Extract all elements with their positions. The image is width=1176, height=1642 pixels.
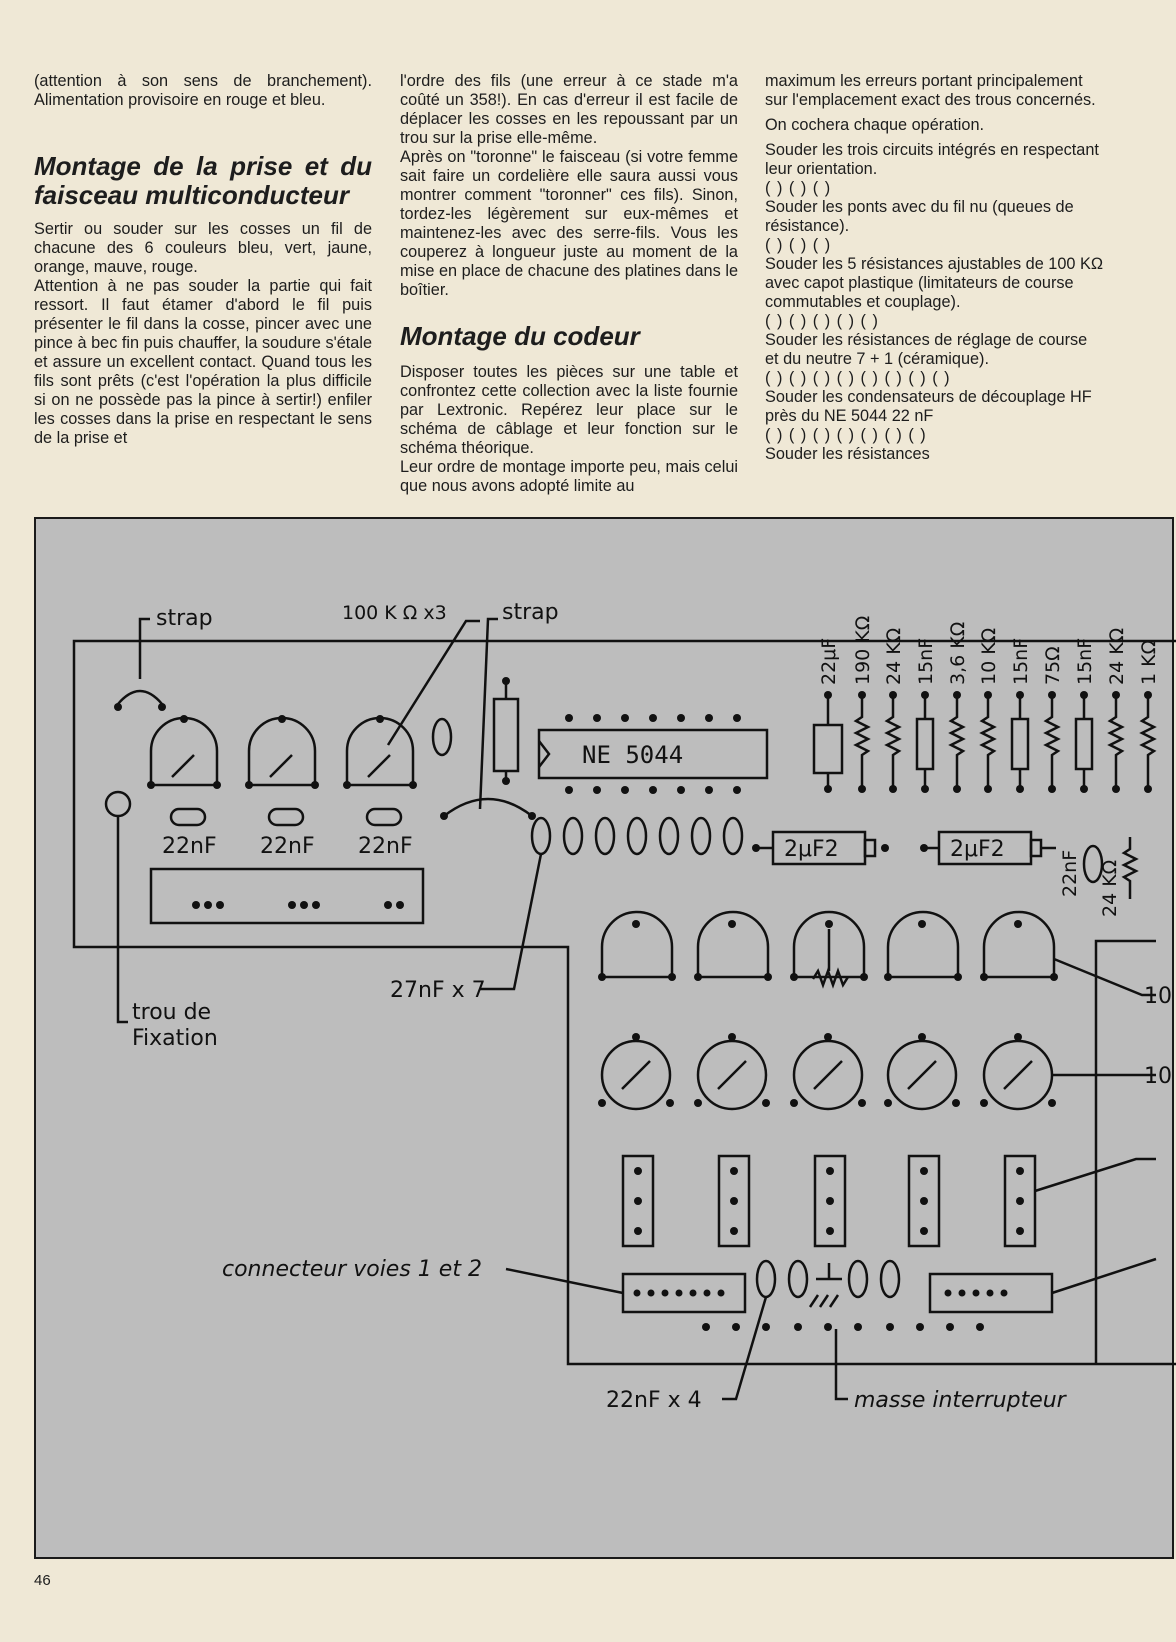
resistor <box>494 699 518 771</box>
checkbox-row: ( ) ( ) ( ) ( ) ( ) ( ) ( ) <box>765 426 927 444</box>
label-right-10: 10 <box>1144 1064 1172 1089</box>
paragraph: Souder les trois circuits intégrés en respectant leur orientation. <box>765 141 1099 178</box>
label-2uf2: 2μF2 <box>784 837 839 862</box>
component-label: 15nF <box>1074 637 1096 685</box>
text-column-3 <box>765 72 1103 464</box>
paragraph: Souder les ponts avec du fil nu (queues de résistance). <box>765 198 1074 235</box>
leader-line <box>140 619 150 679</box>
paragraph: On cochera chaque opération. <box>765 116 985 134</box>
paragraph: maximum les erreurs portant principalement sur l'emplacement exact des trous concernés. <box>765 72 1096 109</box>
paragraph: Après on "toronne" le faisceau (si votre femme sait faire un cordelière elle saura aussi vous montrer comment "toronner" ces fils). Sinon, tordez-les légèrement sur eux-mêmes et maintenez-les avec des serre-fils. Vous les couperez à longueur juste au moment de la mise en place de chacune des platines dans le boîtier. <box>400 148 738 299</box>
intro-paragraph: (attention à son sens de branchement). Alimentation provisoire en rouge et bleu. <box>34 72 372 109</box>
component-label: 3,6 KΩ <box>947 621 969 685</box>
paragraph: Souder les résistances <box>765 445 930 463</box>
label-2uf2: 2μF2 <box>950 837 1005 862</box>
resistor-24k <box>1124 837 1136 899</box>
paragraph: Attention à ne pas souder la partie qui fait ressort. Il faut étamer d'abord le fil puis présenter le fil dans la cosse, pincer avec une pince à bec fin puis chauffer, la soudure s'étale et assure un excellent contact. Quand tous les fils sont prêts (c'est l'opération la plus difficile si on ne possède pas la pince à sertir!) enfiler les cosses dans la prise en respectant le sens de la prise et <box>34 277 372 447</box>
leader-line <box>506 1269 623 1293</box>
label-22nf-vertical: 22nF <box>1059 849 1081 897</box>
label-cap-27nf: 27nF x 7 <box>390 978 486 1003</box>
connector-voies-1-2 <box>623 1274 745 1312</box>
section-heading-prise: Montage de la prise et du faisceau multiconducteur <box>34 151 372 210</box>
label-strap-left: strap <box>156 606 213 631</box>
leader-line <box>1054 959 1156 995</box>
label-connecteur: connecteur voies 1 et 2 <box>222 1257 482 1282</box>
paragraph: Sertir ou souder sur les cosses un fil de chacune des 6 couleurs bleu, vert, jaune, orange, mauve, rouge. <box>34 220 372 276</box>
component-label: 190 KΩ <box>852 615 874 685</box>
cap-group <box>171 809 401 825</box>
component-label: 75Ω <box>1042 646 1064 685</box>
leader-line <box>480 619 498 809</box>
wiring-diagram <box>34 517 1174 1559</box>
trimmer-group <box>151 718 413 785</box>
component-value-labels <box>818 616 1160 685</box>
capacitor <box>433 719 451 755</box>
paragraph: Souder les résistances de réglage de course et du neutre 7 + 1 (céramique). <box>765 331 1088 368</box>
label-right-10: 10 <box>1144 984 1172 1009</box>
component-label: 22μF <box>818 637 840 685</box>
label-cap-22nf: 22nF <box>260 834 315 859</box>
page-number: 46 <box>34 1572 51 1589</box>
label-strap-right: strap <box>502 600 559 625</box>
leader-line <box>480 854 541 989</box>
paragraph: Disposer toutes les pièces sur une table et confrontez cette collection avec la liste fournie par Lextronic. Repérez leur place sur le schéma de câblage et leur fonction sur le schéma théorique. <box>400 363 738 457</box>
label-cap-22nf: 22nF <box>162 834 217 859</box>
label-trou: trou de <box>132 1000 212 1025</box>
solder-dots <box>114 677 1152 1331</box>
leader-line <box>118 816 128 1022</box>
checkbox-row: ( ) ( ) ( ) ( ) ( ) <box>765 312 879 330</box>
component-label: 10 KΩ <box>978 627 1000 685</box>
component-label: 24 KΩ <box>1106 627 1128 685</box>
leader-line <box>1052 1259 1156 1293</box>
cap-row-27nf <box>532 818 742 854</box>
label-trimmers: 100 K Ω x3 <box>342 602 447 624</box>
checkbox-row: ( ) ( ) ( ) <box>765 236 832 254</box>
trimmer-row-round <box>602 1041 1052 1109</box>
strap-wire <box>444 799 532 816</box>
section-heading-codeur: Montage du codeur <box>400 321 640 351</box>
strap-wire <box>118 691 162 704</box>
checkbox-row: ( ) ( ) ( ) ( ) ( ) ( ) ( ) ( ) <box>765 369 951 387</box>
component-label: 15nF <box>1010 637 1032 685</box>
text-column-1 <box>34 72 372 448</box>
component-label: 15nF <box>915 637 937 685</box>
paragraph: Souder les condensateurs de découplage HF près du NE 5044 22 nF <box>765 388 1092 425</box>
paragraph: Leur ordre de montage importe peu, mais celui que nous avons adopté limite au <box>400 458 738 495</box>
paragraph: Souder les 5 résistances ajustables de 100 KΩ avec capot plastique (limitateurs de course commutables et couplage). <box>765 255 1103 311</box>
chip-label: NE 5044 <box>582 741 684 769</box>
paragraph: l'ordre des fils (une erreur à ce stade m'a coûté un 358!). En cas d'erreur il est facile de déplacer les cosses en les repoussant par un trou sur la prise elle-même. <box>400 72 738 147</box>
wiring-diagram-svg <box>36 519 1176 1561</box>
text-column-2 <box>400 72 738 496</box>
component-column <box>814 695 1154 789</box>
mounting-hole-icon <box>106 792 130 816</box>
label-24k-side: 24 KΩ <box>1099 859 1121 917</box>
label-fixation: Fixation <box>132 1026 218 1051</box>
label-cap-22nf: 22nF <box>358 834 413 859</box>
label-masse: masse interrupteur <box>854 1388 1066 1413</box>
component-label: 24 KΩ <box>883 627 905 685</box>
component-label: 1 KΩ <box>1138 639 1160 685</box>
checkbox-row: ( ) ( ) ( ) <box>765 179 832 197</box>
label-cap-22nf-x4: 22nF x 4 <box>606 1388 702 1413</box>
connector-top-left <box>151 869 423 923</box>
